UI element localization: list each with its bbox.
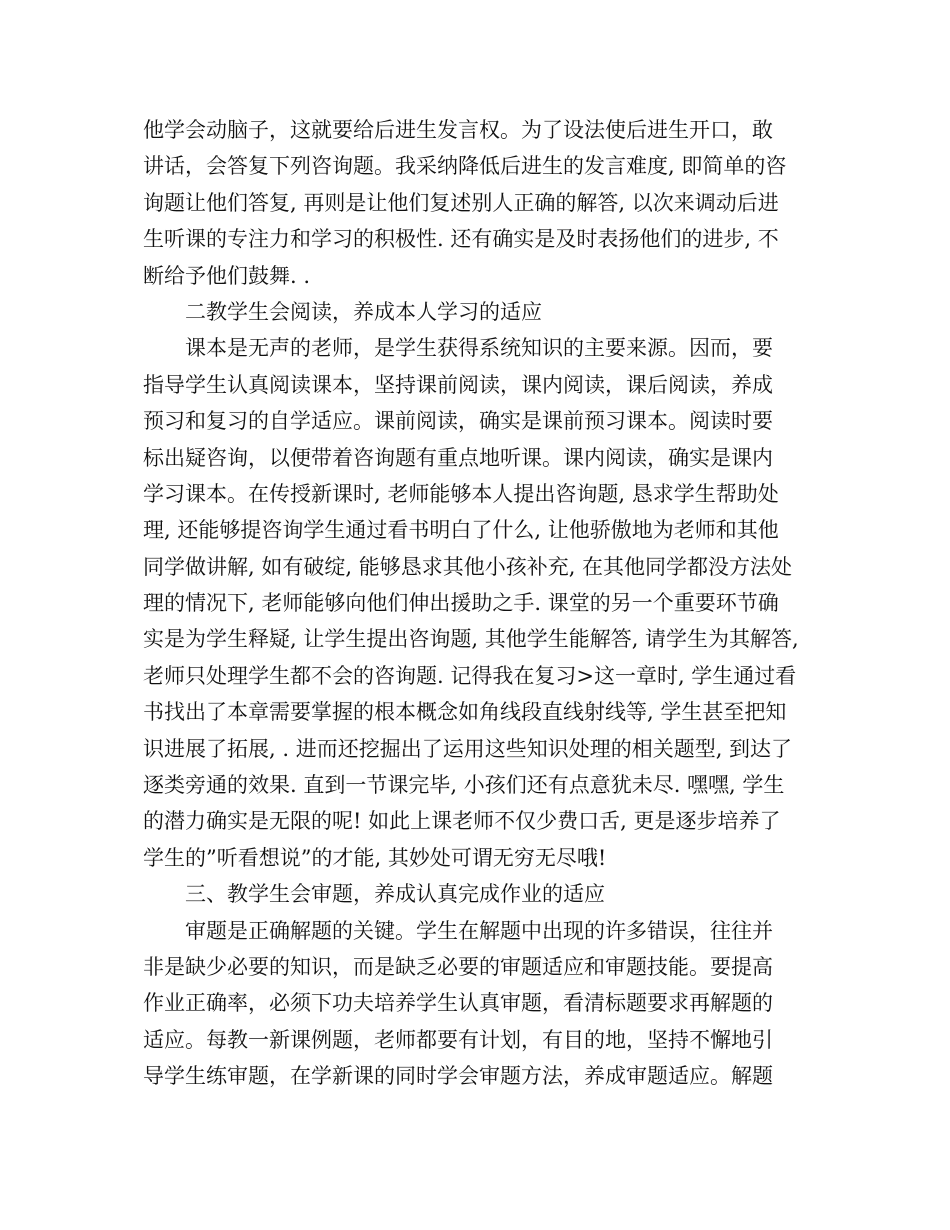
section-heading: 二教学生会阅读，养成本人学习的适应	[185, 299, 542, 324]
text-line: 断给予他们鼓舞. .	[143, 263, 311, 288]
paragraph-start: 课本是无声的老师，是学生获得系统知识的主要来源。因而，要	[185, 336, 773, 361]
text-line: 导学生练审题，在学新课的同时学会审题方法，养成审题适应。解题	[143, 1064, 773, 1089]
text-line: 预习和复习的自学适应。课前阅读，确实是课前预习课本。阅读时要	[143, 409, 773, 434]
text-line: 的潜力确实是无限的呢! 如此上课老师不仅少费口舌, 更是逐步培养了	[143, 809, 781, 834]
text-line: 询题让他们答复, 再则是让他们复述别人正确的解答, 以次来调动后进	[143, 190, 779, 215]
text-line: 作业正确率，必须下功夫培养学生认真审题，看清标题要求再解题的	[143, 991, 773, 1016]
text-line: 同学做讲解, 如有破绽, 能够恳求其他小孩补充, 在其他同学都没方法处	[143, 554, 793, 579]
text-line: 他学会动脑子，这就要给后进生发言权。为了设法使后进生开口，敢	[143, 118, 773, 142]
text-line: 识进展了拓展, . 进而还挖掘出了运用这些知识处理的相关题型, 到达了	[143, 736, 793, 761]
text-line: 书找出了本章需要掌握的根本概念如角线段直线射线等, 学生甚至把知	[143, 700, 787, 725]
section-heading: 三、教学生会审题，养成认真完成作业的适应	[185, 882, 605, 907]
text-line: 指导学生认真阅读课本，坚持课前阅读，课内阅读，课后阅读，养成	[143, 372, 773, 397]
text-line: 理的情况下, 老师能够向他们伸出援助之手. 课堂的另一个重要环节确	[143, 591, 779, 616]
text-line: 生听课的专注力和学习的积极性. 还有确实是及时表扬他们的进步, 不	[143, 227, 779, 252]
text-line: 逐类旁通的效果. 直到一节课完毕, 小孩们还有点意犹未尽. 嘿嘿, 学生	[143, 773, 785, 798]
text-line: 学习课本。在传授新课时, 老师能够本人提出咨询题, 恳求学生帮助处	[143, 481, 779, 506]
text-line: 理, 还能够提咨询学生通过看书明白了什么, 让他骄傲地为老师和其他	[143, 518, 779, 543]
paragraph-start: 审题是正确解题的关键。学生在解题中出现的许多错误，往往并	[185, 918, 773, 943]
text-line: 老师只处理学生都不会的咨询题. 记得我在复习>这一章时, 学生通过看	[143, 663, 797, 688]
text-line: 学生的”听看想说”的才能, 其妙处可谓无穷无尽哦!	[143, 845, 607, 870]
text-line: 讲话，会答复下列咨询题。我采纳降低后进生的发言难度, 即简单的咨	[143, 154, 787, 179]
document-body	[143, 112, 813, 1095]
text-line: 适应。每教一新课例题，老师都要有计划，有目的地，坚持不懈地引	[143, 1027, 773, 1052]
text-line: 非是缺少必要的知识，而是缺乏必要的审题适应和审题技能。要提高	[143, 954, 773, 979]
text-line: 标出疑咨询，以便带着咨询题有重点地听课。课内阅读，确实是课内	[143, 445, 773, 470]
text-line: 实是为学生释疑, 让学生提出咨询题, 其他学生能解答, 请学生为其解答,	[143, 627, 799, 652]
